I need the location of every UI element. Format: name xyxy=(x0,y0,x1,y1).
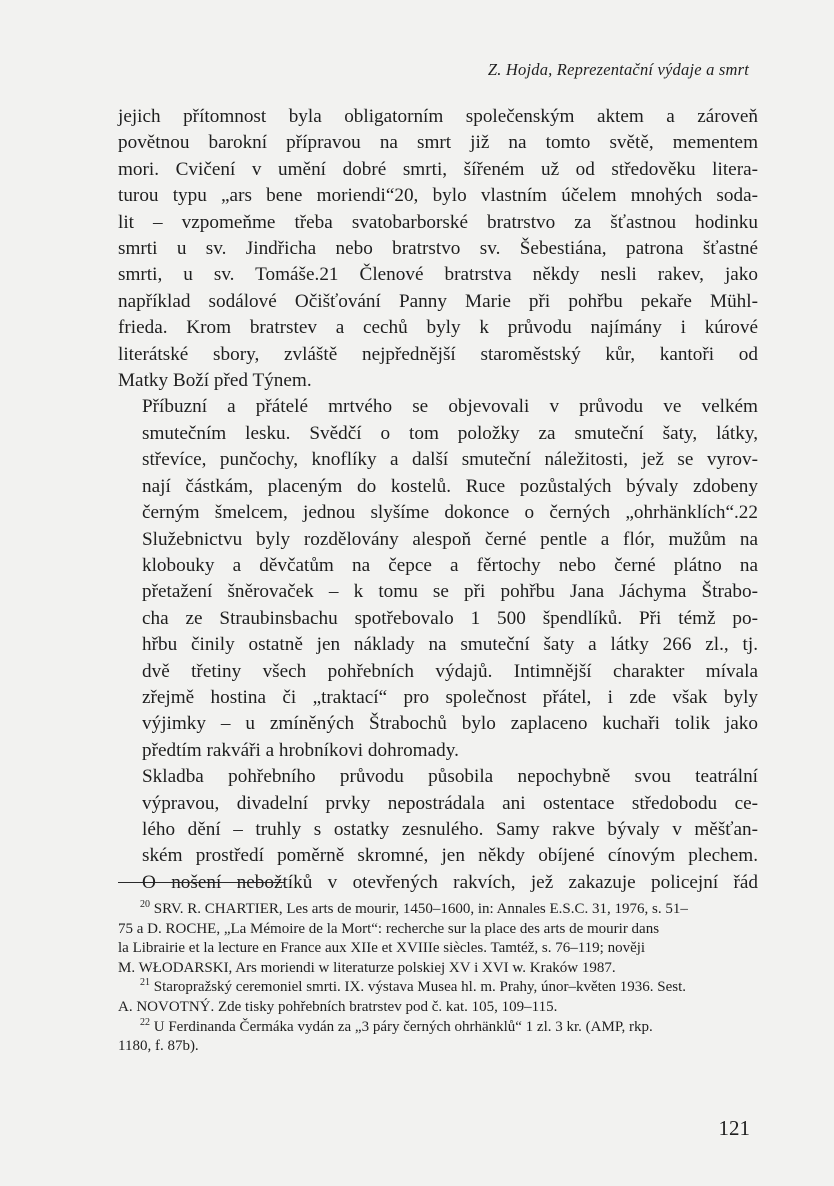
text-line: smrti, u sv. Tomáše.21 Členové bratrstva někdy nesli rakev, jako xyxy=(118,264,758,286)
text-line: O nošení nebožtíků v otevřených rakvích, jež zakazuje policejní řád xyxy=(142,871,758,893)
paragraph-3 xyxy=(118,764,758,896)
footnote-line: M. WŁODARSKI, Ars moriendi w literaturze polskiej XV i XVI w. Kraków 1987. xyxy=(118,959,616,976)
footnote-line: 1180, f. 87b). xyxy=(118,1038,199,1055)
text-line: literátské sbory, zvláště nejpřednější staroměstský kůr, kantoři od xyxy=(118,343,758,365)
page-number: 121 xyxy=(718,1116,750,1140)
text-line: lého dění – truhly s ostatky zesnulého. Samy rakve bývaly v měšťan- xyxy=(142,818,758,840)
text-line: klobouky a děvčatům na čepce a fěrtochy nebo černé plátno na xyxy=(142,554,758,576)
footnote-line xyxy=(118,978,758,998)
text-line: nají částkám, placeným do kostelů. Ruce pozůstalých bývaly zdobeny xyxy=(142,475,758,497)
text-line: smutečním lesku. Svědčí o tom položky za smuteční šaty, látky, xyxy=(142,422,758,444)
footnote-line: la Librairie et la lecture en France aux XIIe et XVIIIe siècles. Tamtéž, s. 76–119; nověji xyxy=(118,940,646,957)
text-line: černým šmelcem, jednou slyšíme dokonce o černých „ohrhänklích“.22 xyxy=(142,502,758,524)
text-line: cha ze Straubinsbachu spotřebovalo 1 500 špendlíků. Při témž po- xyxy=(142,607,758,629)
text-line: Matky Boží před Týnem. xyxy=(118,370,312,392)
footnote-line: A. NOVOTNÝ. Zde tisky pohřebních bratrstev pod č. kat. 105, 109–115. xyxy=(118,998,558,1015)
text-line: přetažení šněrovaček – k tomu se při pohřbu Jana Jáchyma Štrabo- xyxy=(142,581,758,603)
footnote-separator xyxy=(118,882,284,883)
text-line: zřejmě hostina či „traktací“ pro společnost přátel, i zde však byly xyxy=(142,686,758,708)
body-text xyxy=(118,104,758,896)
paragraph-2 xyxy=(118,394,758,764)
footnote-20 xyxy=(118,900,758,978)
footnote-21 xyxy=(118,978,758,1017)
paragraph-1 xyxy=(118,104,758,394)
footnote-line: 75 a D. ROCHE, „La Mémoire de la Mort“: recherche sur la place des arts de mourir dans xyxy=(118,920,660,937)
footnote-number: 21 xyxy=(140,977,150,989)
text-line: výpravou, divadelní prvky nepostrádala ani ostentace středobodu ce- xyxy=(142,792,758,814)
text-line: dvě třetiny všech pohřebních výdajů. Intimnější charakter mívala xyxy=(142,660,758,682)
text-line: mori. Cvičení v umění dobré smrti, šířeném už od středověku litera- xyxy=(118,158,758,180)
text-line: Příbuzní a přátelé mrtvého se objevovali v průvodu ve velkém xyxy=(142,396,758,418)
footnote-22 xyxy=(118,1018,758,1057)
text-line: hřbu činily ostatně jen náklady na smuteční šaty a látky 266 zl., tj. xyxy=(142,634,758,656)
text-line: výjimky – u zmíněných Štrabochů bylo zaplaceno kuchaři tolik jako xyxy=(142,713,758,735)
footnotes xyxy=(118,900,758,1057)
footnote-line xyxy=(118,900,758,920)
footnote-line xyxy=(118,1018,758,1038)
running-head: Z. Hojda, Reprezentační výdaje a smrt xyxy=(487,60,749,79)
text-line: jejich přítomnost byla obligatorním společenským aktem a zároveň xyxy=(118,106,758,127)
footnote-number: 22 xyxy=(140,1016,150,1028)
text-line: povětnou barokní přípravou na smrt již na tomto světě, mementem xyxy=(118,132,758,154)
text-line: ském prostředí poměrně skromné, jen někdy obíjené cínovým plechem. xyxy=(142,845,758,867)
text-line: Skladba pohřebního průvodu působila nepochybně svou teatrální xyxy=(142,766,758,788)
footnote-text: U Ferdinanda Čermáka vydán za „3 páry černých ohrhänklů“ 1 zl. 3 kr. (AMP, rkp. xyxy=(153,1018,653,1035)
text-line: smrti u sv. Jindřicha nebo bratrstvo sv. Šebestiána, patrona šťastné xyxy=(118,238,758,260)
footnote-text: Staropražský ceremoniel smrti. IX. výstava Musea hl. m. Prahy, únor–květen 1936. Sest. xyxy=(153,979,687,996)
footnote-text: SRV. R. CHARTIER, Les arts de mourir, 1450–1600, in: Annales E.S.C. 31, 1976, s. 51– xyxy=(153,901,688,917)
text-line: lit – vzpomeňme třeba svatobarborské bratrstvo za šťastnou hodinku xyxy=(118,211,758,233)
text-line: střevíce, punčochy, knoflíky a další smuteční náležitosti, jež se vyrov- xyxy=(142,449,758,471)
text-line: předtím rakváři a hrobníkovi dohromady. xyxy=(142,739,459,761)
text-line: například sodálové Očišťování Panny Marie při pohřbu pekaře Mühl- xyxy=(118,290,758,312)
text-line: turou typu „ars bene moriendi“20, bylo vlastním účelem mnohých soda- xyxy=(118,185,758,207)
text-line: Služebnictvu byly rozdělovány alespoň černé pentle a flór, mužům na xyxy=(142,528,758,550)
footnote-number: 20 xyxy=(140,899,150,910)
text-line: frieda. Krom bratrstev a cechů byly k průvodu najímány i kúrové xyxy=(118,317,758,339)
